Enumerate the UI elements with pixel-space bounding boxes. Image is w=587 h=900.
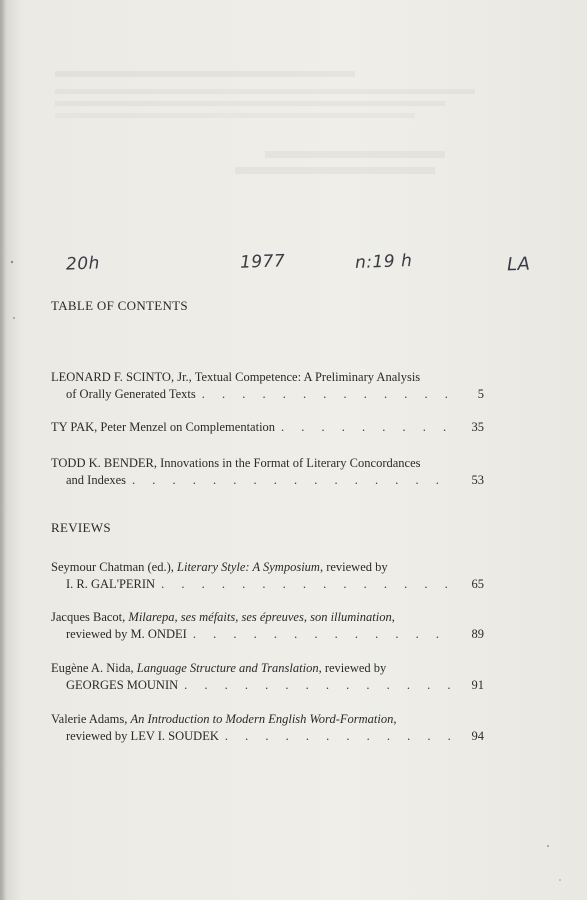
leader-dots [184,677,456,694]
reviewer: GEORGES MOUNIN [66,678,179,692]
review-entry[interactable] [51,609,484,643]
entry-title-continued: and Indexes [66,473,127,487]
review-work-title: Milarepa, ses méfaits, ses épreuves, son illumination [128,610,392,624]
handwritten-note: n:19 h [354,251,413,273]
review-work-title: An Introduction to Modern English Word-Formation [130,712,394,726]
review-author: Jacques Bacot, [51,610,129,624]
page-number: 5 [477,387,484,401]
leader-dots [193,626,456,643]
leader-dots [281,419,456,436]
reviews-heading: REVIEWS [51,520,111,535]
page-number: 91 [471,678,484,692]
review-author: Eugène A. Nida, [51,661,137,675]
review-entry[interactable] [51,711,484,745]
review-entry[interactable] [51,660,484,694]
review-work-title: Language Structure and Translation [136,661,319,675]
reviewer: reviewed by M. ONDEI [66,627,187,641]
leader-dots [161,576,456,593]
handwritten-note: 20h [65,253,101,275]
review-suffix: , [393,712,397,726]
review-author: Valerie Adams, [51,712,131,726]
leader-dots [225,728,456,745]
toc-entry[interactable] [51,419,484,436]
toc-entry[interactable] [51,369,484,403]
leader-dots [132,472,456,489]
review-suffix: , reviewed by [319,560,388,574]
review-suffix: , reviewed by [318,661,387,675]
page-number: 89 [471,627,484,641]
review-suffix: , [391,610,395,624]
entry-title: TY PAK, Peter Menzel on Complementation [51,420,276,434]
leader-dots [202,386,456,403]
entry-title-continued: of Orally Generated Texts [66,387,196,401]
review-work-title: Literary Style: A Symposium [177,560,320,574]
review-entry[interactable] [51,559,484,593]
handwritten-note: LA [506,253,531,276]
page-number: 35 [471,420,484,434]
toc-heading: TABLE OF CONTENTS [51,298,188,313]
page-number: 94 [471,729,484,743]
page-number: 65 [471,577,484,591]
show-through-lines [55,65,535,185]
reviewer: I. R. GAL'PERIN [66,577,156,591]
spine-shadow [0,0,6,900]
toc-entry[interactable] [51,455,484,489]
handwritten-note: 1977 [239,251,286,273]
entry-title: TODD K. BENDER, Innovations in the Format of Literary Concordances [51,456,421,470]
entry-title: LEONARD F. SCINTO, Jr., Textual Competence: A Preliminary Analysis [51,370,421,384]
show-through-texture [55,65,535,190]
review-author: Seymour Chatman (ed.), [51,560,178,574]
page-number: 53 [471,473,484,487]
reviewer: reviewed by LEV I. SOUDEK [66,729,219,743]
